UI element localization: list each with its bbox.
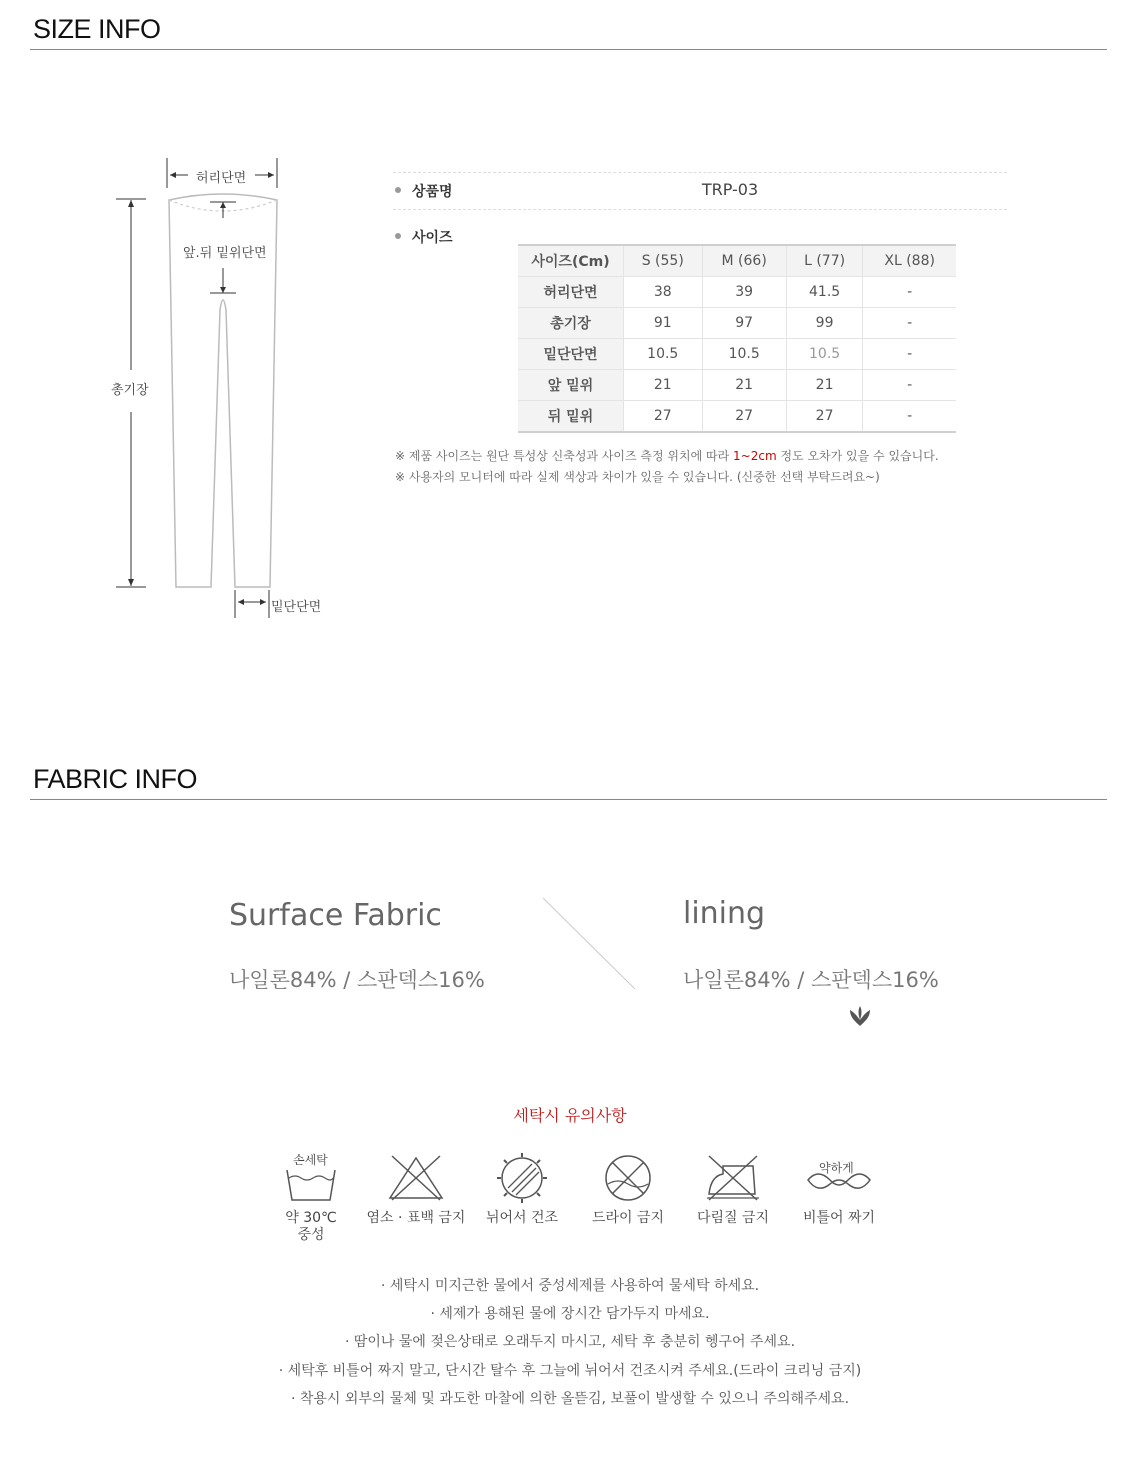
table-cell: - <box>863 339 956 370</box>
table-cell: - <box>863 401 956 433</box>
table-header: L (77) <box>786 245 863 277</box>
no-dry-clean-icon <box>598 1150 658 1206</box>
table-cell: 허리단면 <box>518 277 624 308</box>
table-cell: 10.5 <box>786 339 863 370</box>
info-mid-divider <box>393 209 1007 210</box>
table-cell: - <box>863 370 956 401</box>
care-label: 다림질 금지 <box>696 1210 770 1226</box>
lining-title: lining <box>683 896 766 931</box>
care-item-no-iron <box>678 1150 788 1227</box>
care-label: 염소 · 표백 금지 <box>366 1210 466 1226</box>
table-cell: 21 <box>702 370 786 401</box>
table-cell: 39 <box>702 277 786 308</box>
table-cell: 91 <box>624 308 703 339</box>
size-info-title: SIZE INFO <box>33 14 161 44</box>
size-note-text: ※ 제품 사이즈는 원단 특성상 신축성과 사이즈 측정 위치에 따라 <box>395 449 734 463</box>
size-note-highlight: 1~2cm <box>733 449 777 463</box>
table-cell: 99 <box>786 308 863 339</box>
table-cell: 뒤 밑위 <box>518 401 624 433</box>
table-cell: 97 <box>702 308 786 339</box>
dry-flat-icon <box>492 1150 552 1206</box>
care-note: · 땀이나 물에 젖은상태로 오래두지 마시고, 세탁 후 충분히 헹구어 주세요. <box>344 1334 796 1350</box>
care-note: · 세탁후 비틀어 짜지 말고, 단시간 탈수 후 그늘에 뉘어서 건조시켜 주세요.(드라이 크리닝 금지) <box>278 1363 862 1379</box>
table-header: XL (88) <box>863 245 956 277</box>
table-header: M (66) <box>702 245 786 277</box>
table-cell: 앞 밑위 <box>518 370 624 401</box>
table-cell: 10.5 <box>624 339 703 370</box>
care-item-no-dry-clean <box>573 1150 683 1227</box>
length-label: 총기장 <box>111 383 149 398</box>
care-note: · 세제가 용해된 물에 장시간 담가두지 마세요. <box>430 1306 710 1322</box>
table-row <box>518 339 956 370</box>
fabric-separator <box>540 895 640 995</box>
table-header: S (55) <box>624 245 703 277</box>
size-note-2: ※ 사용자의 모니터에 따라 실제 색상과 차이가 있을 수 있습니다. (신중한 선택 부탁드려요~) <box>395 470 880 484</box>
care-caption: 약하게 <box>819 1161 854 1175</box>
care-label: 비틀어 짜기 <box>802 1210 876 1226</box>
fabric-info-divider <box>30 799 1107 800</box>
table-row <box>518 277 956 308</box>
surface-fabric-title: Surface Fabric <box>229 898 442 933</box>
rise-label: 앞.뒤 밑위단면 <box>183 246 267 261</box>
table-cell: 10.5 <box>702 339 786 370</box>
table-cell: 27 <box>702 401 786 433</box>
care-note: · 세탁시 미지근한 물에서 중성세제를 사용하여 물세탁 하세요. <box>380 1278 760 1294</box>
table-header-row <box>518 245 956 277</box>
care-note: · 착용시 외부의 물체 및 과도한 마찰에 의한 올뜯김, 보풀이 발생할 수 있으니 주의해주세요. <box>290 1391 850 1407</box>
waist-label: 허리단면 <box>196 171 247 186</box>
size-table <box>518 244 956 433</box>
table-cell: - <box>863 308 956 339</box>
table-cell: 38 <box>624 277 703 308</box>
size-info-divider <box>30 49 1107 50</box>
hem-label: 밑단단면 <box>271 600 322 615</box>
bullet-icon <box>395 187 401 193</box>
care-caption: 손세탁 <box>293 1153 328 1167</box>
care-label: 뉘어서 건조 <box>485 1210 559 1226</box>
no-iron-icon <box>703 1150 763 1206</box>
lining-value: 나일론84% / 스판덱스16% <box>683 968 939 992</box>
care-label: 약 30℃ <box>285 1210 337 1226</box>
table-cell: 총기장 <box>518 308 624 339</box>
table-row <box>518 370 956 401</box>
table-cell: 27 <box>786 401 863 433</box>
fabric-info-title: FABRIC INFO <box>33 764 198 794</box>
care-item-no-bleach <box>361 1150 471 1227</box>
no-bleach-icon <box>386 1150 446 1206</box>
size-label: 사이즈 <box>412 230 453 246</box>
table-cell: 41.5 <box>786 277 863 308</box>
care-label: 중성 <box>297 1227 325 1243</box>
product-name-value: TRP-03 <box>701 180 759 199</box>
table-row <box>518 308 956 339</box>
table-header: 사이즈(Cm) <box>518 245 624 277</box>
info-top-divider <box>393 172 1007 173</box>
table-cell: 21 <box>786 370 863 401</box>
table-row <box>518 401 956 433</box>
bullet-icon <box>395 233 401 239</box>
surface-fabric-value: 나일론84% / 스판덱스16% <box>229 968 485 992</box>
size-note-text: 정도 오차가 있을 수 있습니다. <box>776 449 939 463</box>
care-label: 드라이 금지 <box>591 1210 665 1226</box>
flower-icon <box>846 1004 874 1028</box>
table-cell: 21 <box>624 370 703 401</box>
product-name-label: 상품명 <box>412 184 453 200</box>
table-cell: 밑단단면 <box>518 339 624 370</box>
care-title: 세탁시 유의사항 <box>513 1106 627 1125</box>
care-item-dry-flat <box>467 1150 577 1227</box>
size-note-1 <box>395 447 939 464</box>
table-cell: 27 <box>624 401 703 433</box>
table-cell: - <box>863 277 956 308</box>
